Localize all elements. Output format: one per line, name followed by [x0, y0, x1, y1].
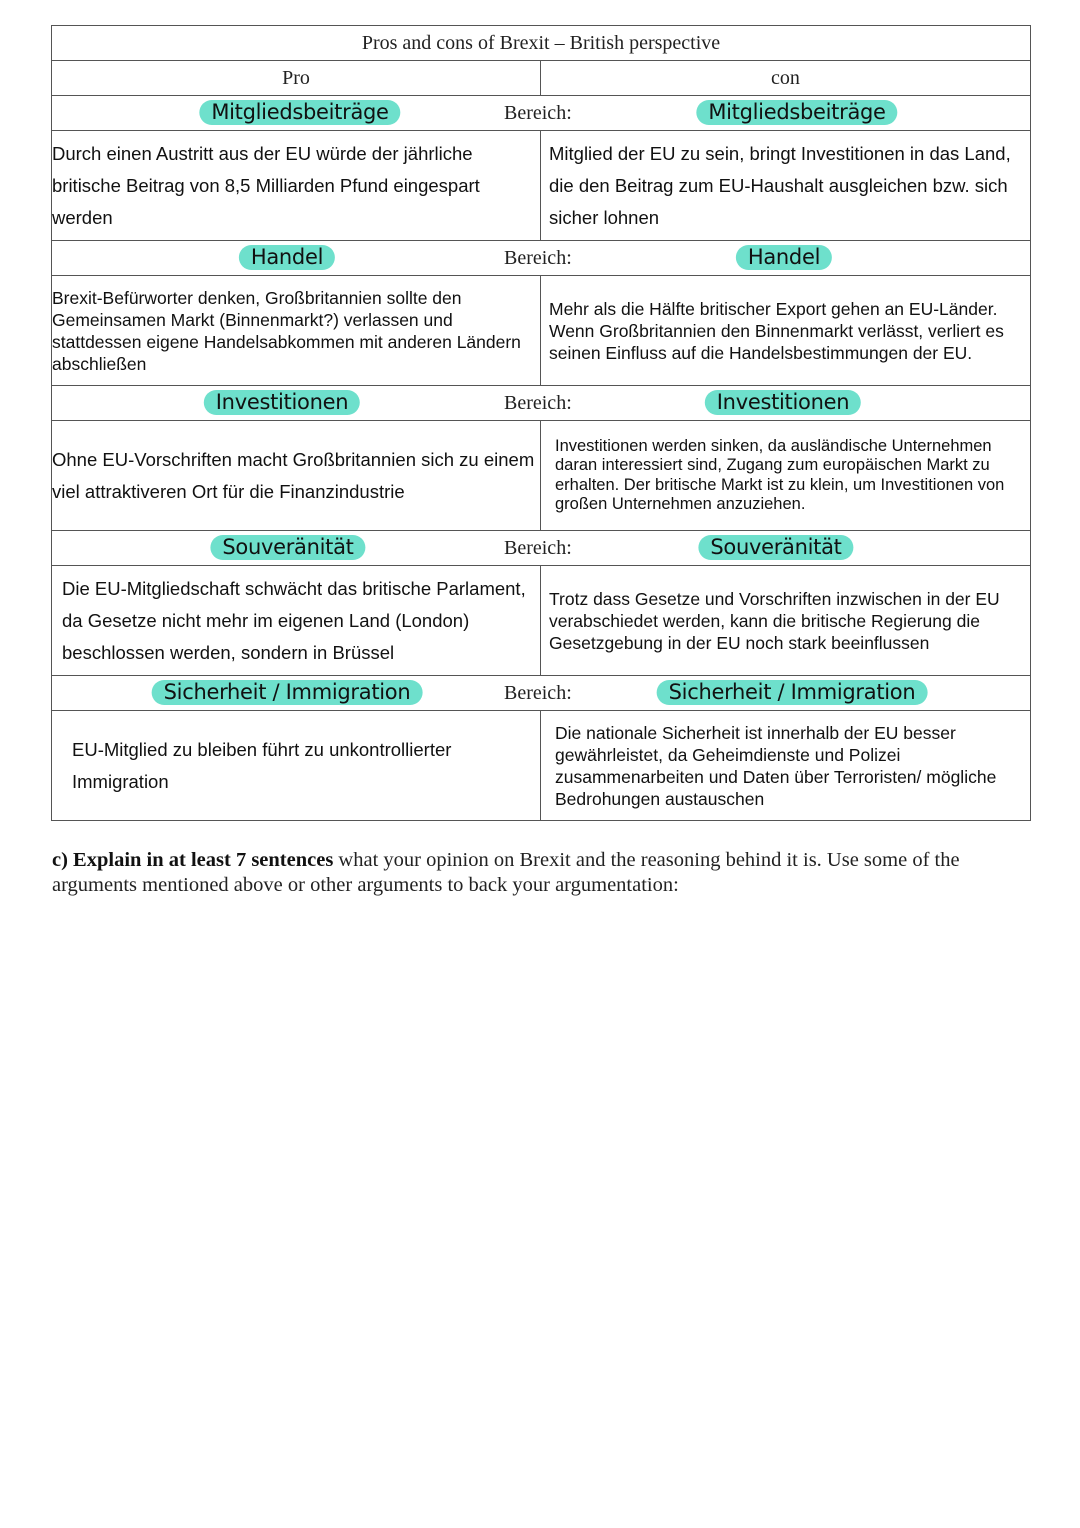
area-row	[52, 96, 1031, 131]
pro-area-highlight: Souveränität	[210, 535, 365, 560]
pro-area-highlight: Investitionen	[204, 390, 360, 415]
pro-argument: Die EU-Mitgliedschaft schwächt das britische Parlament, da Gesetze nicht mehr im eigenen Land (London) beschlossen werden, sondern in Brüssel	[52, 566, 541, 676]
con-header: con	[541, 61, 1031, 96]
con-argument: Investitionen werden sinken, da ausländische Unternehmen daran interessiert sind, Zugang zum europäischen Markt zu erhalten. Der britische Markt ist zu klein, um Investitionen von großen Unternehmen anzuziehen.	[541, 421, 1031, 531]
area-row	[52, 386, 1031, 421]
area-label: Bereich:	[504, 682, 572, 704]
con-area-highlight: Mitgliedsbeiträge	[696, 100, 897, 125]
pro-argument: Ohne EU-Vorschriften macht Großbritannien sich zu einem viel attraktiveren Ort für die Finanzindustrie	[52, 421, 541, 531]
argument-row	[52, 276, 1031, 386]
area-label: Bereich:	[504, 247, 572, 269]
argument-row	[52, 711, 1031, 821]
area-row	[52, 241, 1031, 276]
table-title: Pros and cons of Brexit – British perspective	[52, 26, 1031, 61]
con-argument: Trotz dass Gesetze und Vorschriften inzwischen in der EU verabschiedet werden, kann die britische Regierung die Gesetzgebung in der EU noch stark beeinflussen	[541, 566, 1031, 676]
question-text: what your opinion on Brexit and the reasoning behind it is. Use some of the arguments mentioned above or other arguments to back your argumentation:	[52, 849, 960, 896]
area-label: Bereich:	[504, 392, 572, 414]
question-bold: c) Explain in at least 7 sentences	[52, 849, 334, 871]
pro-area-highlight: Handel	[239, 245, 335, 270]
con-argument: Mehr als die Hälfte britischer Export gehen an EU-Länder. Wenn Großbritannien den Binnenmarkt verlässt, verliert es seinen Einfluss auf die Handelsbestimmungen der EU.	[541, 276, 1031, 386]
con-area-highlight: Handel	[736, 245, 832, 270]
pro-area-highlight: Sicherheit / Immigration	[152, 680, 423, 705]
area-row	[52, 531, 1031, 566]
argument-row	[52, 421, 1031, 531]
con-argument: Die nationale Sicherheit ist innerhalb der EU besser gewährleistet, da Geheimdienste und Polizei zusammenarbeiten und Daten über Terroristen/ mögliche Bedrohungen austauschen	[541, 711, 1031, 821]
area-label: Bereich:	[504, 537, 572, 559]
pro-area-highlight: Mitgliedsbeiträge	[199, 100, 400, 125]
area-label: Bereich:	[504, 102, 572, 124]
pro-header: Pro	[52, 61, 541, 96]
pro-argument: Brexit-Befürworter denken, Großbritannien sollte den Gemeinsamen Markt (Binnenmarkt?) verlassen und stattdessen eigene Handelsabkommen mit anderen Ländern abschließen	[52, 276, 541, 386]
con-area-highlight: Sicherheit / Immigration	[657, 680, 928, 705]
column-header-row	[52, 61, 1031, 96]
con-area-highlight: Souveränität	[698, 535, 853, 560]
pro-argument: EU-Mitglied zu bleiben führt zu unkontrollierter Immigration	[52, 711, 541, 821]
con-argument: Mitglied der EU zu sein, bringt Investitionen in das Land, die den Beitrag zum EU-Haushalt ausgleichen bzw. sich sicher lohnen	[541, 131, 1031, 241]
pro-argument: Durch einen Austritt aus der EU würde der jährliche britische Beitrag von 8,5 Milliarden Pfund eingespart werden	[52, 131, 541, 241]
con-area-highlight: Investitionen	[705, 390, 861, 415]
argument-row	[52, 566, 1031, 676]
area-row	[52, 676, 1031, 711]
pros-cons-table	[51, 25, 1031, 821]
question-c	[52, 848, 1032, 898]
argument-row	[52, 131, 1031, 241]
table-title-row	[52, 26, 1031, 61]
